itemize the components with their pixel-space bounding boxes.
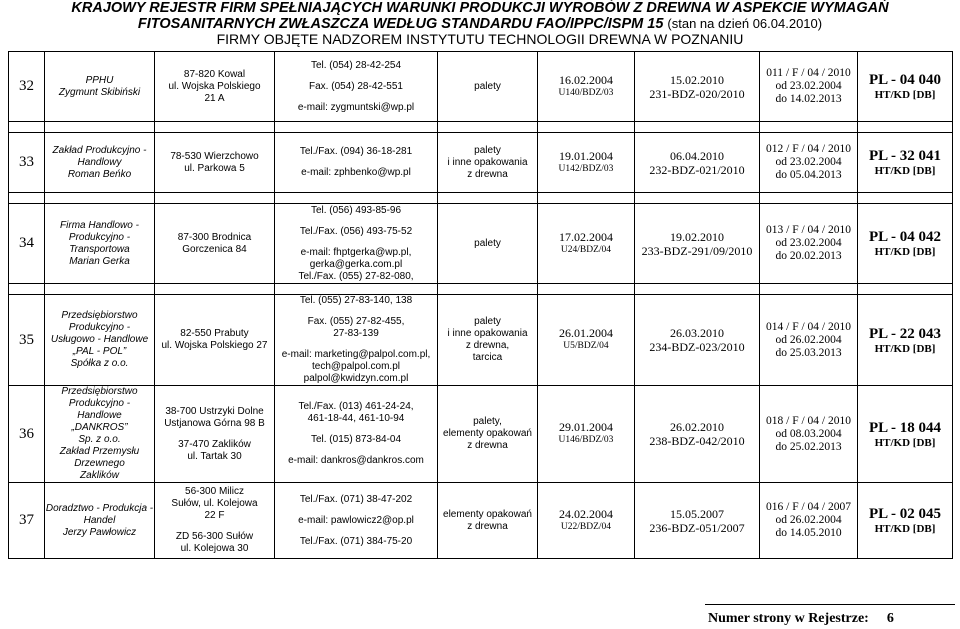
- license-to: do 20.02.2013: [775, 250, 842, 262]
- company-name-line: Zaklików: [80, 470, 119, 481]
- registry-code-value: PL - 02 045: [868, 506, 942, 522]
- registry-code: [858, 204, 953, 284]
- company-name-line: Transportowa: [69, 243, 130, 255]
- license-number: 018 / F / 04 / 2010: [766, 414, 851, 427]
- registry-code-type: HT/KD [DB]: [874, 342, 936, 355]
- company-name-line: Firma Handlowo -: [60, 219, 139, 231]
- address-line: 82-550 Prabuty: [180, 328, 249, 339]
- decision-date-value: 26.02.2010: [670, 420, 724, 434]
- page-number: 6: [886, 611, 894, 626]
- address-line: ZD 56-300 Sułów: [175, 531, 254, 542]
- contact-line: Tel. (055) 27-83-140, 138: [299, 295, 413, 306]
- address-line: 22 F: [204, 510, 225, 521]
- address-line: ul. Wojska Polskiego: [168, 80, 261, 92]
- company-address: [155, 133, 275, 193]
- company-name-line: Spółka z o.o.: [70, 358, 129, 369]
- footer-divider: [705, 604, 955, 605]
- decision-date-value: 19.02.2010: [670, 229, 724, 244]
- registry-code: [858, 295, 953, 386]
- row-number: 35: [9, 295, 45, 386]
- products: [438, 483, 538, 559]
- row-number: 32: [9, 52, 45, 122]
- contact-line: Fax. (055) 27-82-455,: [307, 316, 405, 327]
- contact-line: Tel. (015) 873-84-04: [310, 434, 402, 445]
- decision-ref: 231-BDZ-020/2010: [649, 86, 745, 101]
- registry-code-value: PL - 04 042: [868, 229, 942, 245]
- table-row: [9, 386, 953, 483]
- row-separator: [9, 284, 953, 295]
- product-line: tarcica: [472, 352, 503, 363]
- page-number-footer: [708, 611, 894, 627]
- address-line: 21 A: [204, 92, 225, 104]
- table-row: [9, 295, 953, 386]
- company-address: [155, 204, 275, 284]
- contact-line: 461-18-44, 461-10-94: [307, 413, 405, 424]
- license-from: od 23.02.2004: [775, 156, 842, 168]
- registration-date-value: 29.01.2004: [559, 420, 613, 434]
- company-name: [45, 204, 155, 284]
- company-name-line: „PAL - POL”: [72, 346, 127, 357]
- company-name-line: Produkcyjno -: [68, 322, 131, 333]
- license-number: 013 / F / 04 / 2010: [766, 224, 851, 236]
- address-line: 87-300 Brodnica: [177, 231, 252, 243]
- company-name-line: Zakład Produkcyjno -: [52, 144, 147, 156]
- license-to: do 25.02.2013: [775, 440, 842, 453]
- registry-code-value: PL - 04 040: [868, 72, 942, 88]
- address-line: ul. Wojska Polskiego 27: [161, 340, 268, 351]
- license-from: od 23.02.2004: [775, 80, 842, 92]
- contact-line: e-mail: zygmuntski@wp.pl: [297, 101, 415, 113]
- company-name: [45, 295, 155, 386]
- contact-line: Tel./Fax. (055) 27-82-080,: [298, 270, 414, 282]
- contact-line: palpol@kwidzyn.com.pl: [303, 373, 409, 384]
- company-name-line: Sp. z o.o.: [78, 434, 121, 445]
- company-contact: [275, 386, 438, 483]
- product-line: elementy opakowań: [443, 428, 532, 439]
- company-name-line: Produkcyjno -: [68, 231, 131, 243]
- registration-ref: U146/BDZ/03: [558, 435, 614, 445]
- address-line: ul. Tartak 30: [187, 450, 242, 462]
- table-row: [9, 133, 953, 193]
- registration-date-value: 26.01.2004: [559, 326, 613, 340]
- contact-line: Tel./Fax. (071) 38-47-202: [299, 493, 413, 505]
- license-to: do 05.04.2013: [775, 169, 842, 181]
- product-line: palety: [474, 80, 501, 92]
- license-from: od 08.03.2004: [775, 427, 842, 440]
- company-name-line: „DANKROS”: [71, 422, 128, 433]
- address-line: 87-820 Kowal: [183, 68, 246, 80]
- company-name-line: Drzewnego: [74, 458, 125, 469]
- registry-code-type: HT/KD [DB]: [874, 165, 936, 177]
- registry-code: [858, 52, 953, 122]
- product-line: palety: [474, 316, 501, 327]
- company-name-line: Handlowe: [77, 410, 122, 421]
- license-to: do 14.05.2010: [775, 527, 842, 539]
- company-contact: [275, 204, 438, 284]
- license-to: do 14.02.2013: [775, 93, 842, 105]
- row-separator: [9, 193, 953, 204]
- registry-code-value: PL - 22 043: [868, 325, 942, 342]
- decision-date-value: 15.02.2010: [670, 72, 724, 87]
- address-line: Sułów, ul. Kolejowa: [171, 498, 258, 509]
- row-number: 34: [9, 204, 45, 284]
- decision-date: [635, 204, 760, 284]
- contact-line: Tel. (054) 28-42-254: [310, 59, 402, 71]
- contact-line: e-mail: zphbenko@wp.pl: [301, 167, 411, 178]
- registration-date: [538, 386, 635, 483]
- contact-line: Tel./Fax. (071) 384-75-20: [299, 535, 413, 547]
- license-from: od 26.02.2004: [775, 514, 842, 526]
- registration-date: [538, 204, 635, 284]
- product-line: z drewna: [467, 168, 508, 180]
- register-table: [8, 51, 953, 559]
- license-info: [760, 52, 858, 122]
- registration-ref: U22/BDZ/04: [560, 521, 612, 532]
- contact-line: Tel. (056) 493-85-96: [310, 204, 402, 216]
- decision-ref: 232-BDZ-021/2010: [649, 162, 745, 177]
- license-number: 014 / F / 04 / 2010: [766, 320, 851, 333]
- product-line: z drewna: [467, 440, 508, 451]
- registration-date-value: 17.02.2004: [559, 229, 613, 244]
- contact-line: Tel./Fax. (094) 36-18-281: [299, 146, 413, 157]
- row-number: 37: [9, 483, 45, 559]
- table-row: [9, 204, 953, 284]
- license-from: od 26.02.2004: [775, 333, 842, 346]
- decision-date: [635, 52, 760, 122]
- company-name: [45, 386, 155, 483]
- registration-date: [538, 483, 635, 559]
- company-name-line: Jerzy Pawłowicz: [62, 526, 137, 538]
- company-name-line: Zakład Przemysłu: [59, 446, 140, 457]
- product-line: i inne opakowania: [447, 328, 528, 339]
- registry-code-type: HT/KD [DB]: [874, 523, 936, 535]
- address-line: ul. Parkowa 5: [184, 162, 245, 174]
- contact-line: Fax. (054) 28-42-551: [309, 80, 403, 92]
- company-address: [155, 483, 275, 559]
- company-name-line: PPHU: [85, 74, 114, 86]
- registration-date-value: 24.02.2004: [559, 506, 613, 521]
- product-line: elementy opakowań: [443, 508, 532, 520]
- company-name-line: Doradztwo - Produkcja -: [45, 502, 154, 514]
- products: [438, 204, 538, 284]
- address-line: 38-700 Ustrzyki Dolne: [165, 405, 264, 417]
- decision-date-value: 15.05.2007: [670, 506, 724, 521]
- address-line: 56-300 Milicz: [185, 486, 244, 497]
- address-line: ul. Kolejowa 30: [180, 543, 249, 554]
- company-contact: [275, 52, 438, 122]
- company-name: [45, 133, 155, 193]
- address-line: 37-470 Zaklików: [178, 438, 251, 450]
- row-number: 36: [9, 386, 45, 483]
- company-name-line: Przedsiębiorstwo: [61, 386, 138, 397]
- registration-ref: U24/BDZ/04: [560, 244, 612, 255]
- register-title-line-2-text: FITOSANITARNYCH ZWŁASZCZA WEDŁUG STANDARDU FAO/IPPC/ISPM 15: [137, 16, 664, 32]
- contact-line: e-mail: pawlowicz2@op.pl: [298, 514, 414, 526]
- product-line: palety: [474, 237, 501, 249]
- license-number: 012 / F / 04 / 2010: [766, 143, 851, 155]
- company-name-line: Marian Gerka: [69, 255, 130, 267]
- decision-ref: 236-BDZ-051/2007: [649, 520, 745, 535]
- license-info: [760, 295, 858, 386]
- register-date-note: (stan na dzień 06.04.2010): [667, 16, 823, 31]
- company-name-line: Handlowy: [77, 156, 122, 168]
- company-name-line: Produkcyjno -: [68, 398, 131, 409]
- address-line: Gorczenica 84: [182, 243, 247, 255]
- contact-line: e-mail: fhptgerka@wp.pl,: [300, 246, 412, 258]
- products: [438, 133, 538, 193]
- page-number-label: Numer strony w Rejestrze:: [708, 611, 869, 626]
- company-contact: [275, 483, 438, 559]
- products: [438, 386, 538, 483]
- registry-code: [858, 483, 953, 559]
- product-line: palety: [474, 144, 501, 156]
- products: [438, 52, 538, 122]
- product-line: z drewna: [467, 520, 508, 532]
- table-row: [9, 52, 953, 122]
- row-number: 33: [9, 133, 45, 193]
- contact-line: Tel./Fax. (056) 493-75-52: [299, 225, 413, 237]
- company-name-line: Handel: [83, 514, 116, 526]
- company-name-line: Zygmunt Skibiński: [58, 86, 141, 98]
- registry-code-type: HT/KD [DB]: [874, 436, 936, 449]
- company-contact: [275, 295, 438, 386]
- contact-line: 27-83-139: [333, 328, 379, 339]
- registry-code-value: PL - 18 044: [868, 419, 942, 436]
- decision-date-value: 06.04.2010: [670, 148, 724, 163]
- register-title-line-1: KRAJOWY REJESTR FIRM SPEŁNIAJĄCYCH WARUNKI PRODUKCJI WYROBÓW Z DREWNA W ASPEKCIE WYMAGAŃ: [71, 0, 889, 16]
- company-address: [155, 295, 275, 386]
- registry-code-value: PL - 32 041: [868, 148, 942, 164]
- registration-ref: U142/BDZ/03: [558, 163, 614, 174]
- license-info: [760, 386, 858, 483]
- contact-line: tech@palpol.com.pl: [312, 361, 400, 372]
- decision-date: [635, 386, 760, 483]
- registry-code: [858, 386, 953, 483]
- contact-line: e-mail: dankros@dankros.com: [288, 455, 424, 466]
- license-info: [760, 204, 858, 284]
- row-separator: [9, 122, 953, 133]
- registration-ref: U140/BDZ/03: [558, 87, 614, 98]
- contact-line: Tel./Fax. (013) 461-24-24,: [298, 401, 414, 412]
- license-number: 016 / F / 04 / 2007: [766, 501, 851, 513]
- products: [438, 295, 538, 386]
- contact-line: gerka@gerka.com.pl: [309, 258, 403, 270]
- registration-date-value: 19.01.2004: [559, 148, 613, 163]
- decision-ref: 233-BDZ-291/09/2010: [641, 243, 753, 258]
- company-address: [155, 386, 275, 483]
- table-row: [9, 483, 953, 559]
- product-line: i inne opakowania: [447, 156, 528, 168]
- license-info: [760, 133, 858, 193]
- registration-date: [538, 52, 635, 122]
- registration-date-value: 16.02.2004: [559, 72, 613, 87]
- company-name: [45, 52, 155, 122]
- company-name-line: Przedsiębiorstwo: [61, 310, 138, 321]
- license-from: od 23.02.2004: [775, 237, 842, 249]
- decision-ref: 234-BDZ-023/2010: [649, 340, 745, 354]
- contact-line: e-mail: marketing@palpol.com.pl,: [281, 349, 431, 360]
- registry-code-type: HT/KD [DB]: [874, 246, 936, 258]
- product-line: palety,: [473, 416, 502, 427]
- company-address: [155, 52, 275, 122]
- decision-ref: 238-BDZ-042/2010: [649, 434, 745, 448]
- license-info: [760, 483, 858, 559]
- company-name-line: Roman Beńko: [67, 168, 132, 180]
- license-number: 011 / F / 04 / 2010: [766, 67, 851, 79]
- address-line: Ustjanowa Górna 98 B: [164, 417, 265, 429]
- address-line: 78-530 Wierzchowo: [170, 150, 259, 162]
- license-to: do 25.03.2013: [775, 346, 842, 359]
- decision-date: [635, 483, 760, 559]
- company-name-line: Usługowo - Handlowe: [50, 334, 149, 345]
- company-contact: [275, 133, 438, 193]
- register-subtitle: FIRMY OBJĘTE NADZOREM INSTYTUTU TECHNOLOGII DREWNA W POZNANIU: [216, 31, 744, 47]
- decision-date: [635, 133, 760, 193]
- decision-date: [635, 295, 760, 386]
- product-line: z drewna,: [465, 340, 510, 351]
- registration-date: [538, 295, 635, 386]
- registration-date: [538, 133, 635, 193]
- registry-code-type: HT/KD [DB]: [874, 89, 936, 101]
- registry-code: [858, 133, 953, 193]
- decision-date-value: 26.03.2010: [670, 326, 724, 340]
- company-name: [45, 483, 155, 559]
- registration-ref: U5/BDZ/04: [563, 341, 609, 351]
